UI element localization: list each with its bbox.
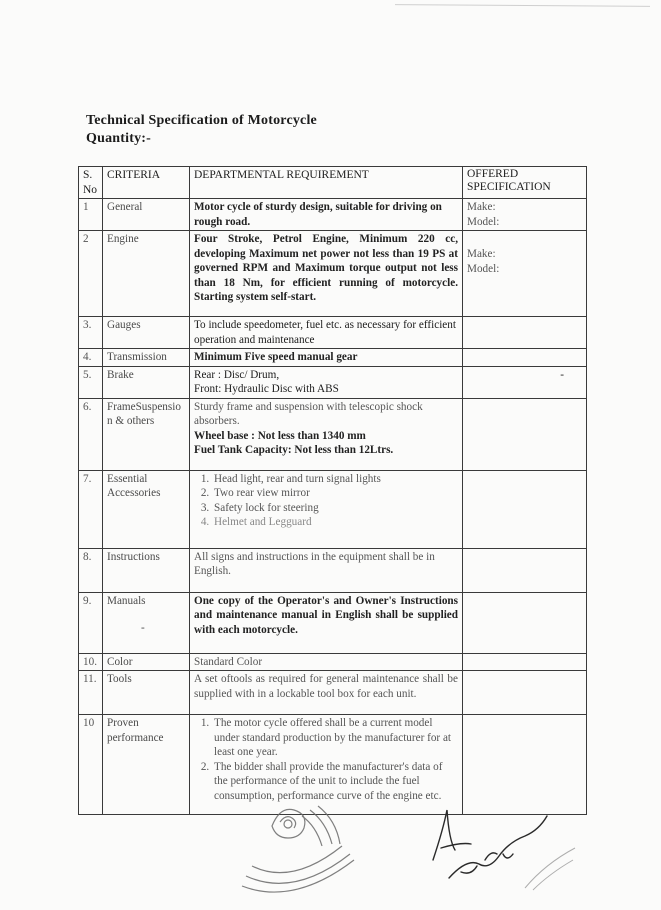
- row-sno: 6.: [79, 398, 103, 470]
- table-row: [79, 231, 587, 317]
- row-requirement: Standard Color: [190, 653, 463, 671]
- list-item: 4. Helmet and Legguard: [212, 515, 458, 530]
- table-header-row: [79, 167, 587, 199]
- row-offered: [463, 592, 587, 653]
- row-criteria: Proven performance: [103, 715, 190, 815]
- table-row: [79, 470, 587, 548]
- frame-suspension-line: Sturdy frame and suspension with telescopic shock absorbers.: [194, 400, 423, 427]
- scan-edge-line: [395, 4, 650, 7]
- brake-rear-line: Rear : Disc/ Drum,: [194, 368, 280, 381]
- row-offered: [463, 231, 587, 317]
- row-criteria: Brake: [103, 366, 190, 398]
- row-offered: [463, 317, 587, 349]
- list-item: 1. Head light, rear and turn signal lights: [212, 472, 458, 487]
- table-row: [79, 592, 587, 653]
- row-requirement: [190, 366, 463, 398]
- header-requirement: DEPARTMENTAL REQUIREMENT: [190, 167, 463, 199]
- table-row: [79, 366, 587, 398]
- row-offered: [463, 199, 587, 231]
- row-sno: 2: [79, 231, 103, 317]
- row-criteria: Color: [103, 653, 190, 671]
- row-offered: [463, 470, 587, 548]
- row-requirement: Minimum Five speed manual gear: [190, 349, 463, 367]
- table-row: [79, 653, 587, 671]
- row-sno: 11.: [79, 671, 103, 715]
- offered-make-label: Make:: [467, 248, 496, 260]
- row-requirement: Four Stroke, Petrol Engine, Minimum 220 cc, developing Maximum net power not less than 19 PS at governed RPM and Maximum torque output not less than 18 Nm, for efficient running of motorcycle. Starting system self-start.: [190, 231, 463, 317]
- specification-table: [78, 166, 587, 815]
- performance-list: [194, 716, 458, 803]
- row-offered: [463, 671, 587, 715]
- row-criteria: Essential Accessories: [103, 470, 190, 548]
- row-sno: 7.: [79, 470, 103, 548]
- brake-front-line: Front: Hydraulic Disc with ABS: [194, 383, 339, 395]
- table-row: [79, 671, 587, 715]
- table-row: [79, 349, 587, 367]
- offered-model-label: Model:: [467, 262, 500, 275]
- row-criteria: Engine: [103, 231, 190, 317]
- row-sno: 10: [79, 715, 103, 815]
- header-sno: S. No: [79, 167, 103, 199]
- row-criteria: [103, 592, 190, 653]
- official-seal-icon: [232, 796, 362, 896]
- table-row: [79, 317, 587, 349]
- accessories-list: [194, 472, 458, 530]
- criteria-mark: -: [141, 622, 145, 634]
- table-row: [79, 548, 587, 592]
- list-item: 2. Two rear view mirror: [212, 486, 458, 501]
- row-requirement: To include speedometer, fuel etc. as necessary for efficient operation and maintenance: [190, 317, 463, 349]
- row-criteria: Instructions: [103, 548, 190, 592]
- row-requirement: Motor cycle of sturdy design, suitable for driving on rough road.: [190, 199, 463, 231]
- list-item: 3. Safety lock for steering: [212, 501, 458, 516]
- handwritten-signature-icon: [425, 798, 585, 898]
- row-sno: 9.: [79, 592, 103, 653]
- row-offered: [463, 398, 587, 470]
- row-requirement: [190, 398, 463, 470]
- row-offered: [463, 653, 587, 671]
- offered-make-label: Make:: [467, 201, 496, 213]
- criteria-label: Manuals: [107, 594, 146, 607]
- list-item: 1. The motor cycle offered shall be a current model under standard production by the manufacturer for at least one year.: [212, 716, 458, 760]
- wheel-base-line: Wheel base : Not less than 1340 mm: [194, 429, 366, 442]
- row-requirement: All signs and instructions in the equipment shall be in English.: [190, 548, 463, 592]
- row-offered: [463, 349, 587, 367]
- header-offered: OFFERED SPECIFICATION: [463, 167, 587, 199]
- row-requirement: One copy of the Operator's and Owner's Instructions and maintenance manual in English shall be supplied with each motorcycle.: [190, 592, 463, 653]
- row-offered: [463, 366, 587, 398]
- row-criteria: General: [103, 199, 190, 231]
- row-sno: 5.: [79, 366, 103, 398]
- table-row: [79, 398, 587, 470]
- row-sno: 3.: [79, 317, 103, 349]
- row-sno: 1: [79, 199, 103, 231]
- row-sno: 8.: [79, 548, 103, 592]
- list-item: 2. The bidder shall provide the manufacturer's data of the performance of the unit to include the fuel consumption, performance curve of the engine etc.: [212, 760, 458, 804]
- row-criteria: Gauges: [103, 317, 190, 349]
- row-requirement: A set oftools as required for general maintenance shall be supplied with in a lockable tool box for each unit.: [190, 671, 463, 715]
- fuel-tank-line: Fuel Tank Capacity: Not less than 12Ltrs.: [194, 444, 394, 456]
- header-criteria: CRITERIA: [103, 167, 190, 199]
- offered-mark: -: [560, 368, 564, 381]
- quantity-label: Quantity:-: [86, 131, 151, 146]
- row-criteria: Transmission: [103, 349, 190, 367]
- row-requirement: [190, 470, 463, 548]
- table-row: [79, 199, 587, 231]
- row-criteria: FrameSuspension & others: [103, 398, 190, 470]
- offered-model-label: Model:: [467, 215, 500, 228]
- row-sno: 10.: [79, 653, 103, 671]
- row-criteria: Tools: [103, 671, 190, 715]
- row-sno: 4.: [79, 349, 103, 367]
- row-offered: [463, 548, 587, 592]
- document-title: Technical Specification of Motorcycle: [86, 113, 317, 128]
